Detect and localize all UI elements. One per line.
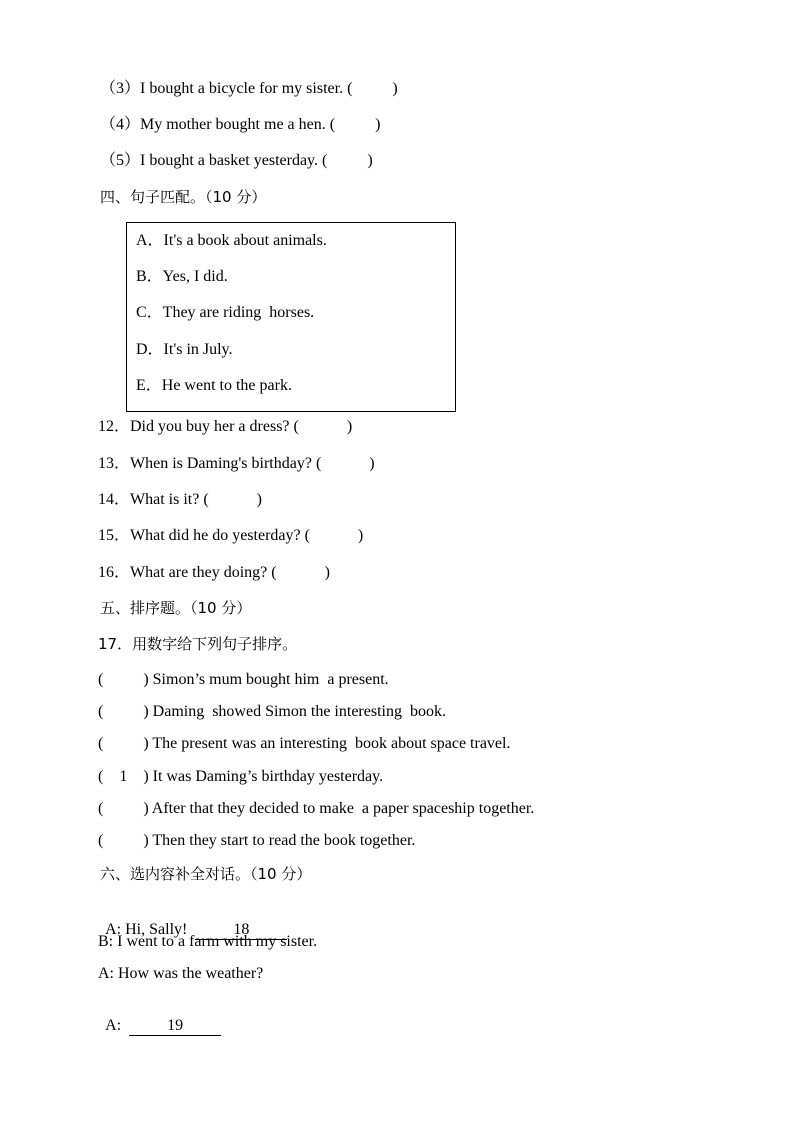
question-15: 15．What did he do yesterday? ( ) (98, 527, 364, 544)
option-d: D．It's in July. (136, 341, 233, 358)
question-14: 14．What is it? ( ) (98, 491, 262, 508)
section5-heading: 五、排序题。（10 分） (100, 599, 252, 617)
section3-item-5: （5）I bought a basket yesterday. ( ) (100, 152, 373, 169)
dialogue-line-3: A: How was the weather? (98, 965, 264, 982)
question-16: 16．What are they doing? ( ) (98, 564, 330, 581)
order-row-4: ( 1 ) It was Daming’s birthday yesterday. (98, 768, 384, 785)
dialogue-line-1 (98, 900, 287, 938)
section4-heading: 四、句子匹配。（10 分） (100, 188, 267, 206)
section3-item-3: （3）I bought a bicycle for my sister. ( ) (100, 80, 398, 97)
options-box (126, 222, 456, 412)
dialogue-line-4 (98, 996, 221, 1034)
option-a: A．It's a book about animals. (136, 232, 327, 249)
blank-19: 19 (129, 1017, 221, 1036)
question-13: 13．When is Daming's birthday? ( ) (98, 455, 375, 472)
order-row-1: ( ) Simon’s mum bought him a present. (98, 671, 389, 688)
order-row-2: ( ) Daming showed Simon the interesting book. (98, 703, 446, 720)
dialogue-line-1-text: A: Hi, Sally! (105, 921, 196, 938)
order-row-3: ( ) The present was an interesting book about space travel. (98, 735, 511, 752)
order-row-5: ( ) After that they decided to make a paper spaceship together. (98, 800, 535, 817)
section3-item-4: （4）My mother bought me a hen. ( ) (100, 116, 381, 133)
section6-heading: 六、选内容补全对话。（10 分） (100, 865, 312, 883)
question-12: 12．Did you buy her a dress? ( ) (98, 418, 353, 435)
dialogue-line-2: B: I went to a farm with my sister. (98, 933, 318, 950)
section5-instruction: 17．用数字给下列句子排序。 (98, 635, 298, 653)
dialogue-line-4-text: A: (105, 1017, 130, 1034)
blank-18: 18 (195, 921, 287, 940)
option-b: B．Yes, I did. (136, 268, 228, 285)
order-row-6: ( ) Then they start to read the book together. (98, 832, 416, 849)
option-e: E．He went to the park. (136, 377, 292, 394)
option-c: C．They are riding horses. (136, 304, 315, 321)
